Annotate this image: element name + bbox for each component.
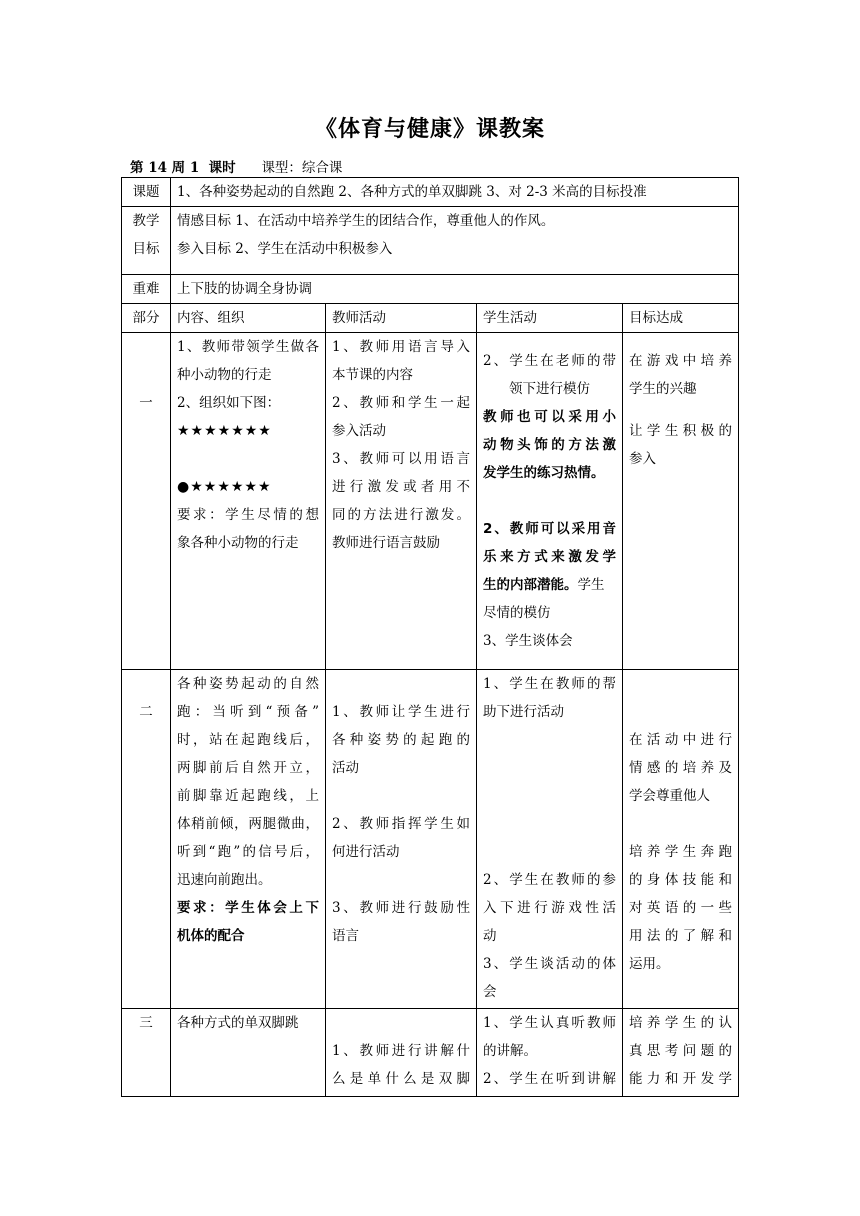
page-title: 《体育与健康》课教案 — [314, 117, 545, 142]
row-key — [122, 275, 739, 304]
spacer — [177, 445, 319, 473]
part-2-num: 二 — [139, 704, 153, 720]
p2-goal-line: 情感的培养及 — [629, 760, 733, 776]
p2-teacher-line: 各种姿势的起跑的 — [332, 732, 470, 748]
p2-teacher-line: 何进行活动 — [332, 844, 400, 860]
p1-content-line: 象各种小动物的行走 — [177, 535, 299, 551]
lesson-plan-table — [121, 177, 739, 1097]
spacer — [483, 726, 616, 866]
part-1-student — [477, 333, 623, 670]
goal-label-2: 目标 — [132, 241, 160, 257]
p3-goal-line: 能力和开发学 — [629, 1071, 733, 1087]
p1-teacher-line: 参入活动 — [332, 423, 386, 439]
p2-student-line: 2、学生在教师的参 — [483, 872, 616, 888]
row-part-1 — [122, 333, 739, 670]
p1-student-bold-line: 动物头饰的方法激 — [483, 437, 616, 453]
part-1-goal — [623, 333, 739, 670]
p1-student-line: 尽情的模仿 — [483, 605, 551, 621]
p2-teacher-line: 2、教师指挥学生如 — [332, 816, 470, 832]
p2-student-line: 助下进行活动 — [483, 704, 564, 720]
header-goal: 目标达成 — [623, 304, 739, 333]
p1-student-line: 2、学生在老师的带 — [483, 353, 616, 369]
part-2-goal — [623, 670, 739, 1009]
p3-goal-line: 培养学生的认 — [629, 1015, 733, 1031]
p2-goal-line: 运用。 — [629, 956, 670, 972]
goal-text — [171, 207, 739, 275]
lesson-meta — [130, 156, 342, 176]
p1-content-line: 要求：学生尽情的想 — [177, 507, 319, 523]
p2-content-line: 听到“跑”的信号后， — [177, 844, 319, 860]
spacer — [483, 333, 616, 347]
p3-teacher-line: 1、教师进行讲解什 — [332, 1043, 470, 1059]
part-1-label — [122, 333, 171, 670]
p2-goal-line: 用法的了解和 — [629, 928, 733, 944]
p2-goal-line: 培养学生奔跑 — [629, 844, 733, 860]
p3-goal-line: 真思考问题的 — [629, 1043, 733, 1059]
topic-label: 课题 — [122, 178, 171, 207]
p2-goal-line: 的身体技能和 — [629, 872, 733, 888]
p1-content-line: 种小动物的行走 — [177, 367, 272, 383]
spacer — [629, 810, 732, 838]
p1-teacher-line: 3、教师可以用语言 — [332, 451, 470, 467]
spacer — [629, 670, 732, 726]
p2-student-line: 3、学生谈活动的体 — [483, 956, 616, 972]
header-content: 内容、组织 — [171, 304, 326, 333]
header-student: 学生活动 — [477, 304, 623, 333]
lesson-type: 课型：综合课 — [261, 160, 343, 176]
p1-content-line: 2、组织如下图： — [177, 395, 281, 411]
key-text: 上下肢的协调全身协调 — [171, 275, 739, 304]
header-part: 部分 — [122, 304, 171, 333]
goal-line-2: 参入目标 2、学生在活动中积极参入 — [177, 241, 393, 257]
header-teacher: 教师活动 — [326, 304, 477, 333]
part-2-content — [171, 670, 326, 1009]
goal-label — [122, 207, 171, 275]
p3-student-line: 1、学生认真听教师 — [483, 1015, 616, 1031]
row-part-3 — [122, 1009, 739, 1097]
row-part-2 — [122, 670, 739, 1009]
p2-goal-line: 对英语的一些 — [629, 900, 733, 916]
p1-student-bold-line: 乐来方式来激发学 — [483, 549, 616, 565]
p1-student-bold-line: 生的内部潜能。 — [483, 577, 578, 593]
p2-student-line: 动 — [483, 928, 497, 944]
p2-student-line: 1、学生在教师的帮 — [483, 676, 616, 692]
part-3-goal — [623, 1009, 739, 1097]
p2-student-line: 会 — [483, 984, 497, 1000]
p2-teacher-line: 1、教师让学生进行 — [332, 704, 470, 720]
p2-teacher-line: 3、教师进行鼓励性 — [332, 900, 470, 916]
part-3-teacher — [326, 1009, 477, 1097]
p1-student-tail: 学生 — [577, 577, 605, 593]
spacer — [332, 782, 470, 810]
part-3-content — [171, 1009, 326, 1097]
p2-content-bold-line: 要求：学生体会上下 — [177, 900, 319, 916]
spacer — [629, 333, 732, 347]
p1-student-line: 领下进行模仿 — [509, 381, 590, 397]
part-1-content — [171, 333, 326, 670]
spacer — [332, 866, 470, 894]
p1-teacher-line: 同的方法进行激发。 — [332, 507, 470, 523]
p2-goal-line: 在活动中进行 — [629, 732, 733, 748]
p2-content-line: 两脚前后自然开立， — [177, 760, 319, 776]
p1-teacher-line: 教师进行语言鼓励 — [332, 535, 440, 551]
formation-row-2: ●★★★★★★ — [177, 479, 272, 495]
p1-teacher-line: 1、教师用语言导入 — [332, 339, 470, 355]
p2-content-line: 时，站在起跑线后， — [177, 732, 319, 748]
p2-student-line: 入下进行游戏性活 — [483, 900, 616, 916]
spacer — [332, 1009, 470, 1037]
p1-teacher-line: 2、教师和学生一起 — [332, 395, 470, 411]
p2-goal-line: 学会尊重他人 — [629, 788, 710, 804]
p1-goal-line: 参入 — [629, 451, 656, 467]
part-2-label — [122, 670, 171, 1009]
p2-teacher-line: 语言 — [332, 928, 359, 944]
goal-line-1: 情感目标 1、在活动中培养学生的团结合作，尊重他人的作风。 — [177, 213, 555, 229]
p2-content-line: 迅速向前跑出。 — [177, 872, 272, 888]
part-3-label: 三 — [122, 1009, 171, 1097]
p2-content-bold-line: 机体的配合 — [177, 928, 245, 944]
p3-content-line: 各种方式的单双脚跳 — [177, 1015, 299, 1031]
p2-content-line: 跑：当听到“预备” — [177, 704, 319, 720]
p1-student-bold-line: 教师也可以采用小 — [483, 409, 616, 425]
p1-teacher-line: 进行激发或者用不 — [332, 479, 470, 495]
row-topic — [122, 178, 739, 207]
part-3-student — [477, 1009, 623, 1097]
p1-goal-line: 让学生积极的 — [629, 423, 733, 439]
row-header — [122, 304, 739, 333]
spacer — [483, 487, 616, 515]
spacer — [332, 670, 470, 698]
part-2-student — [477, 670, 623, 1009]
p1-student-bold-line: 2、教师可以采用音 — [483, 521, 616, 537]
p3-teacher-line: 么是单什么是双脚 — [332, 1071, 470, 1087]
p1-student-line: 3、学生谈体会 — [483, 633, 573, 649]
p3-student-line: 的讲解。 — [483, 1043, 537, 1059]
formation-row-1: ★★★★★★★ — [177, 423, 272, 439]
topic-text: 1、各种姿势起动的自然跑 2、各种方式的单双脚跳 3、对 2-3 米高的目标投准 — [171, 178, 739, 207]
p1-goal-line: 学生的兴趣 — [629, 381, 697, 397]
p1-content-line: 1、教师带领学生做各 — [177, 339, 319, 355]
goal-label-1: 教学 — [132, 213, 160, 229]
p1-student-bold-line: 发学生的练习热情。 — [483, 465, 605, 481]
p2-teacher-line: 活动 — [332, 760, 359, 776]
part-1-num: 一 — [139, 395, 153, 411]
row-goal — [122, 207, 739, 275]
key-label: 重难 — [122, 275, 171, 304]
p2-content-line: 各种姿势起动的自然 — [177, 676, 319, 692]
p3-student-line: 2、学生在听到讲解 — [483, 1071, 616, 1087]
p1-teacher-line: 本节课的内容 — [332, 367, 413, 383]
part-2-teacher — [326, 670, 477, 1009]
p2-content-line: 体稍前倾，两腿微曲， — [177, 816, 319, 832]
p1-goal-line: 在游戏中培养 — [629, 353, 733, 369]
week-info: 第 14 周 1 课时 — [130, 160, 236, 176]
part-1-teacher — [326, 333, 477, 670]
p2-content-line: 前脚靠近起跑线，上 — [177, 788, 319, 804]
spacer — [629, 403, 732, 417]
